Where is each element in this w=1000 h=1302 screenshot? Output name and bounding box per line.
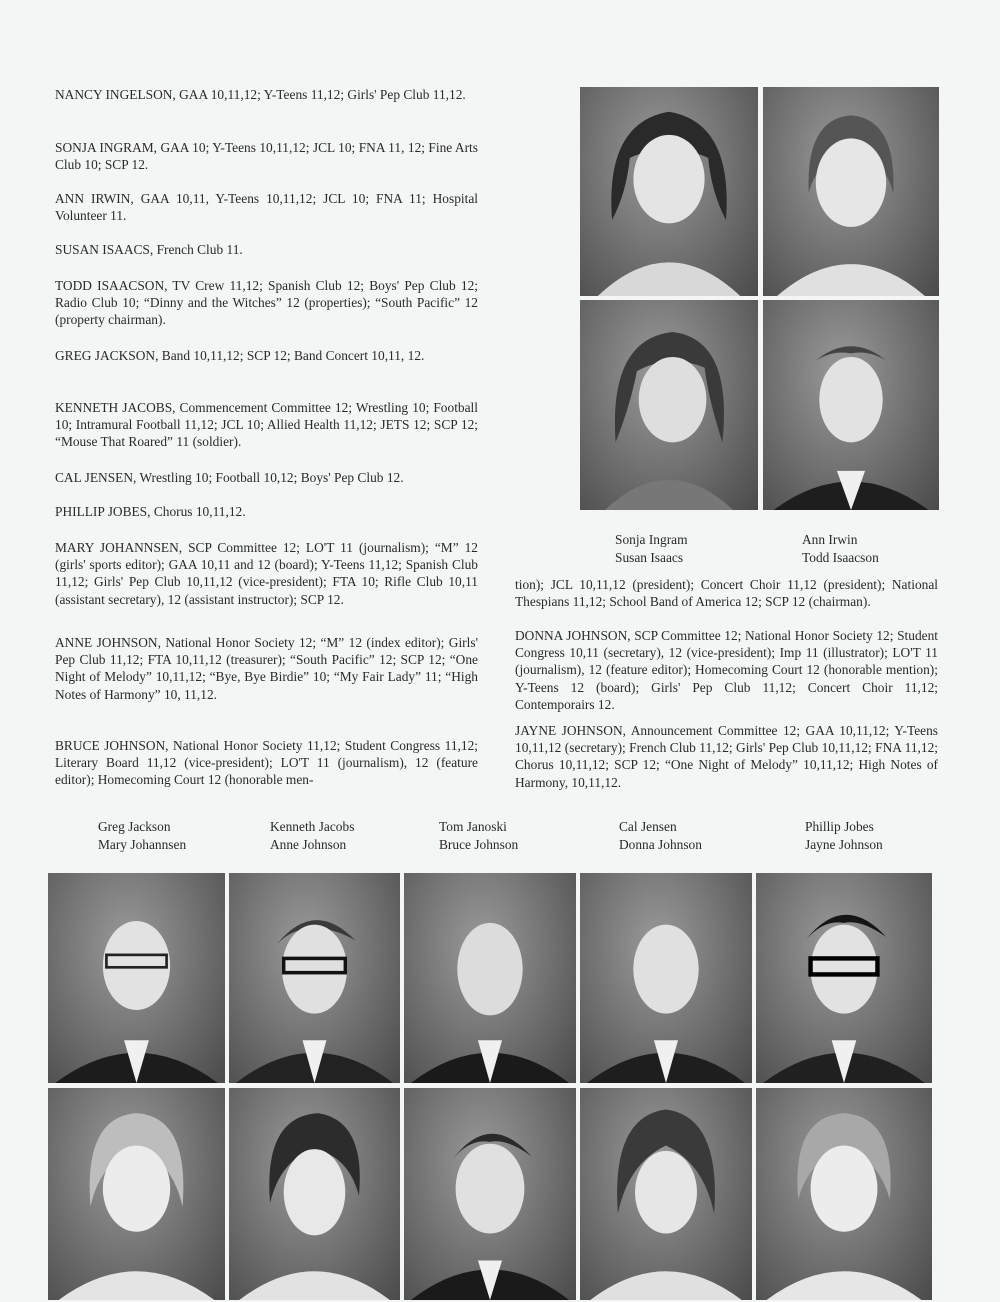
portrait-mary-johannsen [48, 1088, 225, 1300]
caption-column-2 [270, 818, 354, 853]
entry-mary-johannsen: MARY JOHANNSEN, SCP Committee 12; LO'T 11 (journalism); “M” 12 (girls' sports editor); GAA 10,11 and 12 (board); Y-Teens 11,12; Spanish Club 11,12; Girls' Pep Club 10,11,12 (vice-president); FTA 10; Rifle Club 10,11 (assistant secretary), 12 (assistant instructor); SCP 12. [55, 540, 478, 607]
portrait-tom-janoski [404, 873, 576, 1083]
portrait-susan-isaacs [580, 300, 758, 510]
caption-name: Ann Irwin [802, 532, 858, 547]
entry-todd-isaacson: TODD ISAACSON, TV Crew 11,12; Spanish Club 12; Boys' Pep Club 12; Radio Club 10; “Dinny and the Witches” 12 (properties); “South Pacific” 12 (property chairman). [55, 278, 478, 328]
portrait-cal-jensen [580, 873, 752, 1083]
caption-column-4 [619, 818, 702, 853]
caption-column-3 [439, 818, 518, 853]
entry-phillip-jobes: PHILLIP JOBES, Chorus 10,11,12. [55, 504, 246, 519]
caption-name: Donna Johnson [619, 836, 702, 852]
entry-sonja-ingram: SONJA INGRAM, GAA 10; Y-Teens 10,11,12; JCL 10; FNA 11, 12; Fine Arts Club 10; SCP 12. [55, 140, 478, 173]
portrait-greg-jackson [48, 873, 225, 1083]
entry-kenneth-jacobs: KENNETH JACOBS, Commencement Committee 12; Wrestling 10; Football 10; Intramural Football 11,12; JCL 10; Allied Health 11,12; JETS 12; SCP 12; “Mouse That Roared” 11 (soldier). [55, 400, 478, 450]
entry-cal-jensen: CAL JENSEN, Wrestling 10; Football 10,12; Boys' Pep Club 12. [55, 470, 404, 485]
caption-name: Susan Isaacs [615, 549, 684, 565]
entry-nancy-ingelson: NANCY INGELSON, GAA 10,11,12; Y-Teens 11,12; Girls' Pep Club 11,12. [55, 87, 466, 102]
entry-greg-jackson: GREG JACKSON, Band 10,11,12; SCP 12; Band Concert 10,11, 12. [55, 348, 425, 363]
entry-ann-irwin: ANN IRWIN, GAA 10,11, Y-Teens 10,11,12; JCL 10; FNA 11; Hospital Volunteer 11. [55, 191, 478, 224]
caption-name: Anne Johnson [270, 836, 347, 852]
portrait-ann-irwin [763, 87, 939, 296]
caption-name: Tom Janoski [439, 819, 507, 834]
caption-name: Phillip Jobes [805, 819, 874, 834]
portrait-bruce-johnson [404, 1088, 576, 1300]
caption-name: Cal Jensen [619, 819, 677, 834]
portrait-phillip-jobes [756, 873, 932, 1083]
entry-bruce-johnson-continued: tion); JCL 10,11,12 (president); Concert Choir 11,12 (president); National Thespians 11,12; School Band of America 12; SCP 12 (chairman). [515, 577, 938, 610]
entry-jayne-johnson: JAYNE JOHNSON, Announcement Committee 12; GAA 10,11,12; Y-Teens 10,11,12 (secretary); French Club 11,12; Girls' Pep Club 10,11,12; FNA 11,12; Chorus 10,11,12; SCP 12; “One Night of Melody” 10,11,12; High Notes of Harmony, 10,11,12. [515, 723, 938, 790]
portrait-donna-johnson [580, 1088, 752, 1300]
caption-name: Jayne Johnson [805, 836, 883, 852]
entry-donna-johnson: DONNA JOHNSON, SCP Committee 12; National Honor Society 12; Student Congress 10,11 (secretary), 12 (vice-president); Imp 11 (illustrator); LO'T 11 (journalism), 12 (feature editor); Homecoming Court 12 (honorable mention); Y-Teens 12 (board); Girls' Pep Club 11,12; Concert Choir 11,12; Contemporairs 12. [515, 628, 938, 712]
portrait-sonja-ingram [580, 87, 758, 296]
caption-name: Kenneth Jacobs [270, 819, 355, 834]
caption-name: Todd Isaacson [802, 549, 879, 565]
portrait-todd-isaacson [763, 300, 939, 510]
caption-column-1 [615, 531, 688, 566]
caption-name: Greg Jackson [98, 819, 171, 834]
caption-column-5 [805, 818, 883, 853]
caption-name: Mary Johannsen [98, 836, 187, 852]
caption-column-1 [98, 818, 186, 853]
caption-name: Bruce Johnson [439, 836, 519, 852]
portrait-jayne-johnson [756, 1088, 932, 1300]
caption-column-2 [802, 531, 879, 566]
entry-bruce-johnson: BRUCE JOHNSON, National Honor Society 11,12; Student Congress 11,12; Literary Board 11,12 (vice-president); LO'T 11 (journalism), 12 (feature editor); Homecoming Court 12 (honorable men- [55, 738, 478, 788]
entry-susan-isaacs: SUSAN ISAACS, French Club 11. [55, 242, 243, 257]
caption-name: Sonja Ingram [615, 532, 688, 547]
portrait-kenneth-jacobs [229, 873, 400, 1083]
entry-anne-johnson: ANNE JOHNSON, National Honor Society 12; “M” 12 (index editor); Girls' Pep Club 11,12; FTA 10,11,12 (treasurer); “South Pacific” 12; SCP 12; “One Night of Melody” 10,11,12; “Bye, Bye Birdie” 10; “My Fair Lady” 11; “High Notes of Harmony” 10, 11,12. [55, 635, 478, 702]
portrait-anne-johnson [229, 1088, 400, 1300]
